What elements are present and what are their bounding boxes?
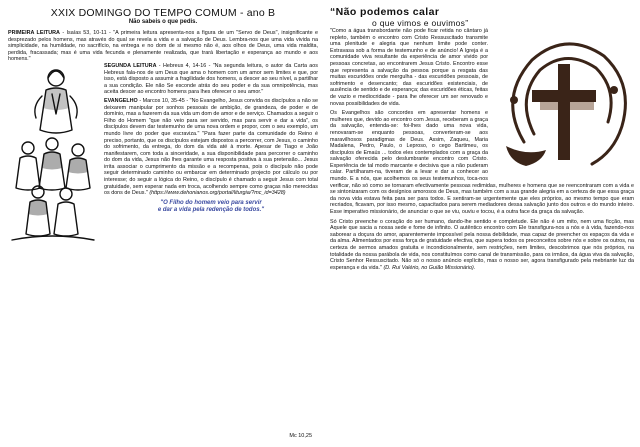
article-paragraph-2: Os Evangelhos são concordes em apresentar homens e mulheres que, devido ao encontro com Jesus, receberam a graça da salvação, entenda-se: foi-lhes dado uma nova vida, renovaram-se enquanto pessoas, converteram-se aos maravilhosos paradigmas de Deus. Assim, Zaqueu, Maria Madalena, Pedro, Paulo, o Leproso, o cego Bartimeu, os discípulos de Emaús ... todos eles contemplados com a graça da salvação oferecida pelo deslumbrante encontro com Cristo. Experiência de tal modo marcante e decisiva que a não puderam calar. Partilharam-na, tiveram de a levar e dar a conhecer ao mundo. E a nós, que acolhemos os seus testemunhos, toca-nos verificar, não só como se tornaram efectivamente pessoas redimidas, mulheres e homens que se reencontraram com a vida e se sintonizaram com os desígnios amorosos de Deus, mas também com a sua grande alegria em a certeza de que essa graça da nova vida estava feita para ser para todos. E sentiram-se urgentemente que eles próprios, ao mesmo tempo que eram recriados, ficavam, por isso mesmo, capacitados para serem mediadores dessa salvação junto dos outros e do mundo inteiro. Esse imperativo missionário, de anunciar o que se viu, ouviu e tocou, é a outra face da graça da salvação.: [330, 110, 634, 216]
gospel-source-link[interactable]: (https://www.dehonianos.org/portal/liturgia/?mc_id=3428): [149, 190, 286, 197]
article-paragraph-3: [330, 219, 634, 272]
gospel-text: - Marcos 10, 35-45 - "No Evangelho, Jesus convida os discípulos a não se deixarem manipular por sonhos pessoais de ambição, de grandeza, de poder e de domínio, mas a fazerem da sua vida um dom de amor e de serviço. Chamados a seguir o Filho do Homem "que não veio para ser servido, mas para servir e dar a vida", os discípulos devem dar testemunho de uma nova ordem e propor, com o seu exemplo, um mundo livre do poder que escraviza." "Para fazer parte da comunidade do Reino é preciso, portanto, que os discípulos estejam dispostos a percorrer, com Jesus, o caminho do sofrimento, da entrega, do dom da vida até à morte. Apesar de Tiago e João manifestarem, com toda a sinceridade, a sua disponibilidade para percorrer o caminho do dom da vida, Jesus não lhes garante uma resposta positiva à sua pretensão... Jesus irrita associar o cumprimento da missão e a recompensa, pois o discípulo não pode seguir determinado caminho ou embarcar em determinado projecto por cálculo ou por interesse; do seguir a lógica do Reino, o discípulo é chamado a seguir Jesus com total gratuidade, sem esperar nada em troca, acolhendo sempre como graças não merecidas os dons de Deus.": [104, 97, 318, 197]
article-source: (D. Rui Valério, no Guião Missionário).: [383, 264, 476, 271]
first-reading-text: - Isaías 53, 10-11 - "A primeira leitura apresenta-nos a figura de um "Servo de Deus", insignificante e desprezado pelos homens, mas através do qual se revela a vida e a salvação de Deus. Lembra-nos que uma vida vivida na simplicidade, na humildade, no sacrifício, na entrega e no dom de si mesmo não é, aos olhos de Deus, uma vida maldita, perdida, fracassada; mas é uma vida fecunda e plenamente realizada, que trará libertação e esperança ao mundo e aos homens.": [8, 30, 318, 63]
missionary-cross-illustration: [494, 30, 634, 180]
gospel-quote-line-1: "O Filho do homem veio para servir: [160, 199, 262, 206]
first-reading: [8, 30, 318, 63]
gospel-label: EVANGELHO: [104, 97, 138, 104]
left-column: [8, 6, 318, 442]
gospel-quote-line-2: e dar a vida pela redenção de todos.": [157, 206, 265, 213]
article-title: “Não podemos calar: [330, 6, 440, 18]
second-reading-label: SEGUNDA LEITURA: [104, 62, 157, 69]
second-reading-text: - Hebreus 4, 14-16 - "Na segunda leitura, o autor da Carta aos Hebreus fala-nos de um Deus que ama o homem com um amor sem limites e que, por isso, está disposto a assumir a fragilidade dos homens, a descer ao seu nível, a partilhar a sua condição. Ele não Se esconde atrás do seu poder e da sua omnipotência, mas aceita descer ao encontro homens para lhes oferecer o seu amor.": [104, 62, 318, 96]
sunday-subtitle: Não sabeis o que pedis.: [128, 19, 198, 25]
article-paragraph-3-text: Só Cristo preenche o coração do ser humano, dando-lhe sentido e completude. Ele não é um mito, nem uma ficção, mas Aquele que sacia a nossa sede e fome de infinito. O autêntico encontro com Ele transfigura-nos a nós e à vida, fazendo-nos saborear a doçura do amor, aparentemente impossível pela nossa debilidade, mas capaz de preencher os espaços da vida e da alma. Alimentados por essa força de gratuidade efectiva, que supera todos os preconceitos sobre nós e sobre os outros, na certeza de sermos amados gratuita e incondicionalmente, sem restrições, nem limites, descobrimos que nós próprios, na totalidade da nossa parábola de vida, nos constituímos como canal de transmissão, para os irmãos, da água viva da salvação, Cristo Senhor Ressuscitado. Não só o nosso anúncio explícito, mas o nosso ser, agora transfigurado pela mebriante luz da esperança e da vida.": [330, 218, 634, 271]
article-paragraph-1: "Como a água transbordante não pode ficar retida no cântaro já repleto, também o encontro com Cristo Ressuscitado transmite uma plenitude e alegria que nenhum limite pode conter. Extravasa sob a forma de testemunho e de anúncio! A Igreja é a comunidade viva resultante da experiência de amor vivido por pessoas concretas, ao encontrarem Jesus Cristo. Encontro esse que representa a salvação da pessoa porque a resgata das muitas escuridões onde mergulha - das escuridões pessoais, de sofrimento e desencanto; das escuridões existenciais, de ausência de sentido e de esperança; das escuridões éticas, feitas de vazio e mediocridade - para lhe oferecer um ser renovado e novas possibilidades de vida.: [330, 28, 488, 107]
sunday-title: XXIX DOMINGO DO TEMPO COMUM - ano B: [50, 7, 276, 19]
article-subtitle: o que vimos e ouvimos”: [372, 18, 469, 28]
first-reading-label: PRIMEIRA LEITURA: [8, 30, 60, 36]
right-column: [330, 6, 634, 442]
servant-illustration: [8, 64, 98, 242]
quote-reference: Mc 10,25: [289, 433, 312, 439]
